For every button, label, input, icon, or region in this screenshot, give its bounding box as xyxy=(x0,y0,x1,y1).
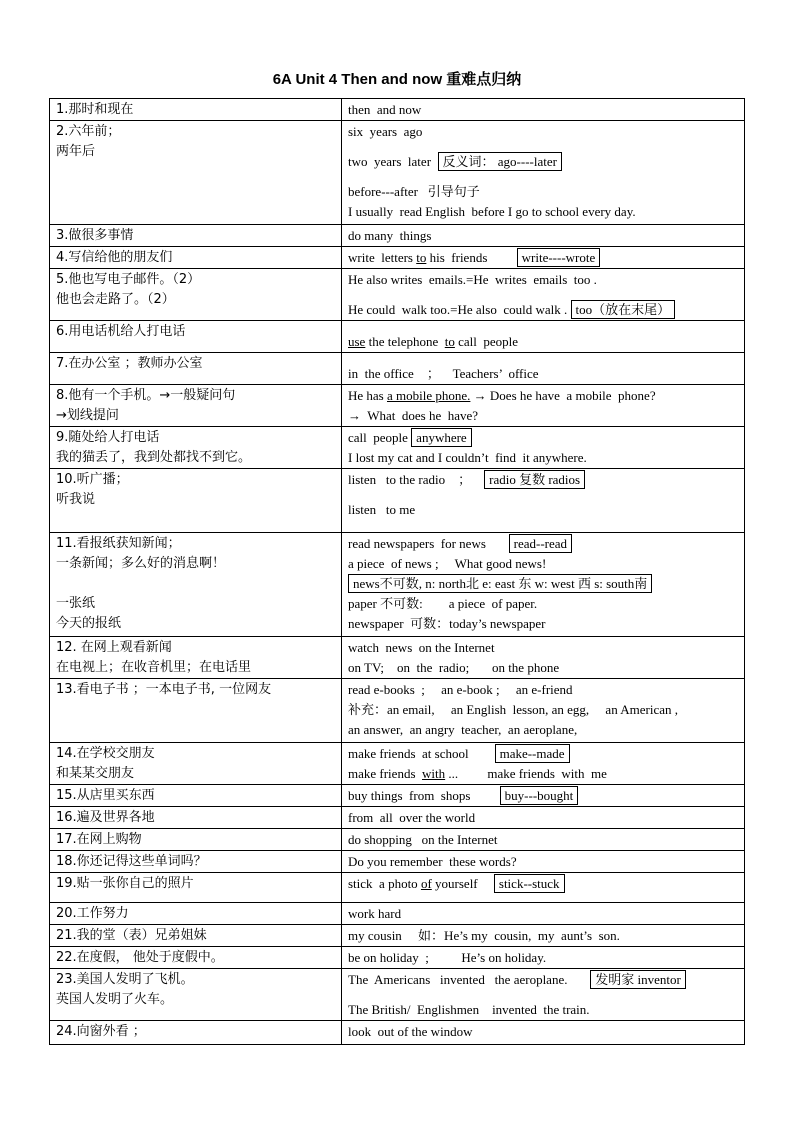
english-text: my cousin 如：He’s my cousin, my aunt’s son. xyxy=(348,928,620,943)
english-text: call people xyxy=(454,334,519,349)
english-text: → What does he have? xyxy=(348,408,479,423)
english-text: his friends xyxy=(426,250,517,265)
chinese-text: 听我说 xyxy=(56,492,96,507)
chinese-cell xyxy=(50,321,342,353)
chinese-cell xyxy=(50,679,342,743)
english-text: call people xyxy=(348,430,412,445)
english-text: The Americans invented the aeroplane. xyxy=(348,972,591,987)
english-cell xyxy=(342,925,745,947)
english-cell xyxy=(342,947,745,969)
chinese-cell xyxy=(50,427,342,469)
chinese-cell xyxy=(50,807,342,829)
table-row xyxy=(50,247,745,269)
english-line xyxy=(348,226,744,246)
english-text: look out of the window xyxy=(348,1024,473,1039)
boxed-note: read--read xyxy=(509,534,572,553)
english-line xyxy=(348,202,744,222)
english-line xyxy=(348,680,744,700)
chinese-text: 4.写信给他的朋友们 xyxy=(56,250,173,265)
chinese-text: →划线提问 xyxy=(56,408,119,423)
english-text: ... make friends with me xyxy=(445,766,607,781)
chinese-cell xyxy=(50,247,342,269)
english-text: the telephone xyxy=(365,334,445,349)
boxed-note: news不可数, n: north北 e: east 东 w: west 西 s: south南 xyxy=(348,574,652,593)
english-cell xyxy=(342,321,745,353)
spacer xyxy=(348,290,744,300)
english-cell xyxy=(342,247,745,269)
boxed-note: radio 复数 radios xyxy=(484,470,585,489)
chinese-cell xyxy=(50,925,342,947)
underlined-text: use xyxy=(348,334,366,349)
chinese-text: 1.那时和现在 xyxy=(56,102,134,117)
chinese-text: 24.向窗外看 ； xyxy=(56,1024,146,1039)
boxed-note: anywhere xyxy=(411,428,472,447)
english-text: write letters xyxy=(348,250,417,265)
table-row xyxy=(50,785,745,807)
chinese-text: 14.在学校交朋友 xyxy=(56,746,155,761)
chinese-text: 和某某交朋友 xyxy=(56,766,135,781)
english-text: 补充：an email, an English lesson, an egg, an American , xyxy=(348,702,678,717)
chinese-text: 15.从店里买东西 xyxy=(56,788,155,803)
english-line xyxy=(348,744,744,764)
chinese-text: 21.我的堂（表）兄弟姐妹 xyxy=(56,928,207,943)
english-cell xyxy=(342,269,745,321)
chinese-text: 我的猫丢了，我到处都找不到它。 xyxy=(56,450,252,465)
table-row xyxy=(50,533,745,637)
underlined-text: a mobile phone. xyxy=(387,388,471,403)
english-cell xyxy=(342,469,745,533)
table-row xyxy=(50,947,745,969)
english-text: a piece of news ; What good news! xyxy=(348,556,547,571)
english-line xyxy=(348,332,744,352)
table-row xyxy=(50,679,745,743)
chinese-text: 7.在办公室 ；教师办公室 xyxy=(56,356,203,371)
english-line xyxy=(348,594,744,614)
english-line xyxy=(348,500,744,520)
table-row xyxy=(50,99,745,121)
english-line xyxy=(348,638,744,658)
english-cell xyxy=(342,829,745,851)
english-text: watch news on the Internet xyxy=(348,640,495,655)
english-cell xyxy=(342,427,745,469)
chinese-cell xyxy=(50,969,342,1021)
english-line xyxy=(348,786,744,806)
english-text: be on holiday ; He’s on holiday. xyxy=(348,950,547,965)
english-line xyxy=(348,554,744,574)
chinese-text: 他也会走路了。（2） xyxy=(56,292,175,307)
english-text: I lost my cat and I couldn’t find it anywhere. xyxy=(348,450,587,465)
english-text: He has xyxy=(348,388,387,403)
english-line xyxy=(348,406,744,426)
english-line xyxy=(348,470,744,490)
chinese-cell xyxy=(50,873,342,903)
chinese-text: 22.在度假， 他处于度假中。 xyxy=(56,950,224,965)
chinese-text: 18.你还记得这些单词吗？ xyxy=(56,854,207,869)
chinese-text: 一张纸 xyxy=(56,596,96,611)
spacer xyxy=(348,142,744,152)
spacer xyxy=(348,490,744,500)
spacer xyxy=(348,172,744,182)
boxed-note: write----wrote xyxy=(517,248,601,267)
chinese-text: 两年后 xyxy=(56,144,96,159)
chinese-text xyxy=(56,574,341,594)
table-row xyxy=(50,321,745,353)
table-row xyxy=(50,353,745,385)
chinese-cell xyxy=(50,533,342,637)
chinese-cell xyxy=(50,947,342,969)
boxed-note: too（放在末尾） xyxy=(571,300,676,319)
english-text: read newspapers for news xyxy=(348,536,509,551)
english-cell xyxy=(342,679,745,743)
english-text: He also writes emails.=He writes emails too . xyxy=(348,272,597,287)
english-cell xyxy=(342,385,745,427)
english-cell xyxy=(342,99,745,121)
english-line xyxy=(348,122,744,142)
english-text: do shopping on the Internet xyxy=(348,832,498,847)
chinese-cell xyxy=(50,829,342,851)
page-title: 6A Unit 4 Then and now 重难点归纳 xyxy=(272,71,522,88)
english-line xyxy=(348,182,744,202)
english-text: make friends at school xyxy=(348,746,495,761)
english-line xyxy=(348,300,744,320)
english-line xyxy=(348,720,744,740)
english-cell xyxy=(342,1021,745,1045)
english-line xyxy=(348,658,744,678)
chinese-cell xyxy=(50,269,342,321)
chinese-text: 12. 在网上观看新闻 xyxy=(56,640,172,655)
english-line xyxy=(348,614,744,634)
chinese-cell xyxy=(50,903,342,925)
table-row xyxy=(50,121,745,225)
english-line xyxy=(348,574,744,594)
chinese-text: 6.用电话机给人打电话 xyxy=(56,324,186,339)
chinese-text: 英国人发明了火车。 xyxy=(56,992,174,1007)
english-line xyxy=(348,852,744,872)
english-cell xyxy=(342,851,745,873)
table-row xyxy=(50,469,745,533)
boxed-note: make--made xyxy=(495,744,570,763)
english-text: six years ago xyxy=(348,124,423,139)
table-row xyxy=(50,269,745,321)
english-text: listen to the radio ； xyxy=(348,472,485,487)
chinese-text: 23.美国人发明了飞机。 xyxy=(56,972,194,987)
english-text: I usually read English before I go to school every day. xyxy=(348,204,636,219)
notes-table xyxy=(49,98,745,1045)
spacer xyxy=(348,322,744,332)
english-cell xyxy=(342,969,745,1021)
table-row xyxy=(50,851,745,873)
table-row xyxy=(50,427,745,469)
english-cell xyxy=(342,903,745,925)
chinese-text: 3.做很多事情 xyxy=(56,228,134,243)
english-line xyxy=(348,948,744,968)
chinese-cell xyxy=(50,385,342,427)
underlined-text: to xyxy=(416,250,427,265)
chinese-text: 11.看报纸获知新闻； xyxy=(56,536,181,551)
underlined-text: with xyxy=(422,766,446,781)
english-text: paper 不可数: a piece of paper. xyxy=(348,596,538,611)
english-line xyxy=(348,386,744,406)
chinese-text: 16.遍及世界各地 xyxy=(56,810,155,825)
boxed-note: 反义词： ago----later xyxy=(438,152,562,171)
english-line xyxy=(348,830,744,850)
english-line xyxy=(348,270,744,290)
english-text: two years later xyxy=(348,154,438,169)
underlined-text: of xyxy=(420,876,432,891)
english-cell xyxy=(342,353,745,385)
english-line xyxy=(348,808,744,828)
english-line xyxy=(348,1000,744,1020)
english-cell xyxy=(342,785,745,807)
chinese-cell xyxy=(50,353,342,385)
chinese-text: 今天的报纸 xyxy=(56,616,122,631)
chinese-text: 10.听广播； xyxy=(56,472,129,487)
chinese-cell xyxy=(50,785,342,807)
chinese-text: 17.在网上购物 xyxy=(56,832,142,847)
spacer xyxy=(348,990,744,1000)
english-line xyxy=(348,904,744,924)
chinese-cell xyxy=(50,121,342,225)
table-row xyxy=(50,925,745,947)
english-text: newspaper 可数：today’s newspaper xyxy=(348,616,546,631)
english-line xyxy=(348,764,744,784)
table-row xyxy=(50,903,745,925)
english-line xyxy=(348,874,744,894)
english-text: before---after 引导句子 xyxy=(348,184,480,199)
boxed-note: buy---bought xyxy=(500,786,579,805)
english-text: make friends xyxy=(348,766,423,781)
chinese-cell xyxy=(50,743,342,785)
english-line xyxy=(348,1022,744,1042)
english-cell xyxy=(342,225,745,247)
chinese-text: 8.他有一个手机。→一般疑问句 xyxy=(56,388,236,403)
chinese-text: 19.贴一张你自己的照片 xyxy=(56,876,194,891)
english-text: stick a photo xyxy=(348,876,421,891)
english-text: The British/ Englishmen invented the train. xyxy=(348,1002,590,1017)
english-line xyxy=(348,926,744,946)
chinese-text: 13.看电子书 ；一本电子书, 一位网友 xyxy=(56,682,272,697)
english-text: → Does he have a mobile phone? xyxy=(470,388,656,403)
english-text: He could walk too.=He also could walk . xyxy=(348,302,571,317)
english-line xyxy=(348,534,744,554)
english-text: an answer, an angry teacher, an aeroplane, xyxy=(348,722,578,737)
english-line xyxy=(348,448,744,468)
english-line xyxy=(348,970,744,990)
english-text: from all over the world xyxy=(348,810,476,825)
chinese-cell xyxy=(50,1021,342,1045)
chinese-text: 20.工作努力 xyxy=(56,906,129,921)
chinese-text: 2.六年前； xyxy=(56,124,121,139)
table-row xyxy=(50,1021,745,1045)
english-text: Do you remember these words? xyxy=(348,854,517,869)
english-text: work hard xyxy=(348,906,402,921)
english-text: yourself xyxy=(431,876,494,891)
english-line xyxy=(348,700,744,720)
boxed-note: stick--stuck xyxy=(494,874,565,893)
english-cell xyxy=(342,121,745,225)
english-line xyxy=(348,248,744,268)
chinese-text: 5.他也写电子邮件。（2） xyxy=(56,272,201,287)
table-row xyxy=(50,225,745,247)
table-row xyxy=(50,637,745,679)
english-cell xyxy=(342,743,745,785)
english-text: read e-books ; an e-book ; an e-friend xyxy=(348,682,573,697)
english-text: listen to me xyxy=(348,502,416,517)
english-cell xyxy=(342,807,745,829)
english-line xyxy=(348,100,744,120)
chinese-text: 在电视上；在收音机里；在电话里 xyxy=(56,660,252,675)
english-cell xyxy=(342,873,745,903)
table-row xyxy=(50,829,745,851)
english-text: buy things from shops xyxy=(348,788,500,803)
boxed-note: 发明家 inventor xyxy=(590,970,686,989)
english-line xyxy=(348,428,744,448)
english-text: do many things xyxy=(348,228,432,243)
chinese-cell xyxy=(50,225,342,247)
english-cell xyxy=(342,533,745,637)
english-line xyxy=(348,364,744,384)
spacer xyxy=(348,354,744,364)
underlined-text: to xyxy=(444,334,455,349)
chinese-text: 一条新闻；多么好的消息啊！ xyxy=(56,556,226,571)
english-cell xyxy=(342,637,745,679)
table-row xyxy=(50,385,745,427)
chinese-cell xyxy=(50,469,342,533)
english-text: on TV; on the radio; on the phone xyxy=(348,660,560,675)
table-row xyxy=(50,873,745,903)
table-row xyxy=(50,969,745,1021)
chinese-cell xyxy=(50,637,342,679)
table-row xyxy=(50,807,745,829)
english-text: in the office ； Teachers’ office xyxy=(348,366,539,381)
chinese-text: 9.随处给人打电话 xyxy=(56,430,160,445)
english-line xyxy=(348,152,744,172)
chinese-cell xyxy=(50,99,342,121)
english-text: then and now xyxy=(348,102,422,117)
chinese-cell xyxy=(50,851,342,873)
table-row xyxy=(50,743,745,785)
